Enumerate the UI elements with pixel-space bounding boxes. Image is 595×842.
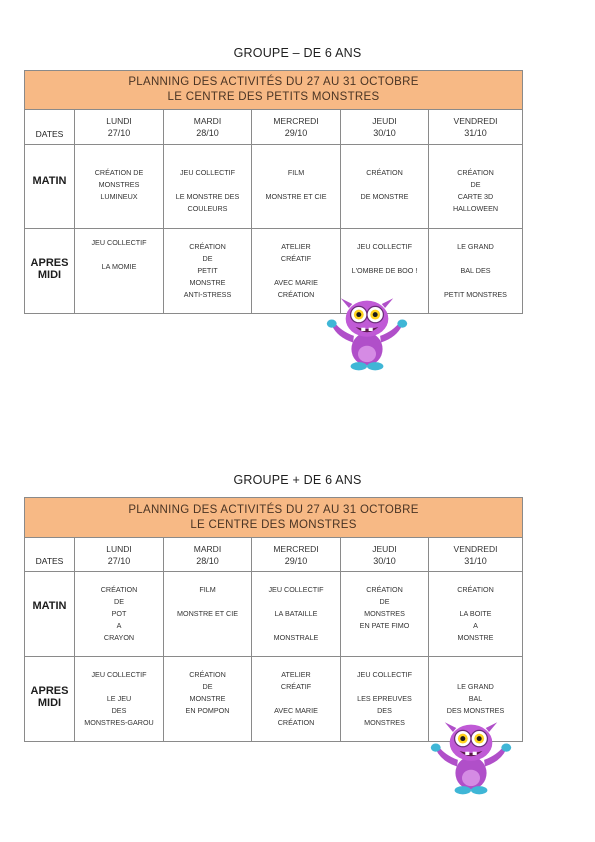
- activity-spacer: [341, 253, 428, 265]
- activity-line: CRÉATIF: [280, 254, 312, 263]
- activity-line: CRÉATION: [189, 242, 226, 251]
- activity-line: MONSTRES: [364, 718, 405, 727]
- activity-line: LE GRAND: [457, 682, 494, 691]
- activity-line: MONSTRE ET CIE: [265, 192, 327, 201]
- activity-line: EN POMPON: [185, 706, 230, 715]
- activity-line: DES: [111, 706, 127, 715]
- activity-spacer: [341, 681, 428, 693]
- activity-cell: [75, 145, 164, 229]
- activity-line: JEU COLLECTIF: [91, 238, 147, 247]
- apres-midi-row: [25, 229, 523, 314]
- day-header-monday: LUNDI 27/10: [75, 110, 164, 145]
- activity-cell: [252, 145, 341, 229]
- activity-line: LE MONSTRE DES: [175, 192, 240, 201]
- banner: [25, 71, 523, 110]
- activity-line: CRÉATION DE: [94, 168, 144, 177]
- activity-spacer: [429, 277, 522, 289]
- activity-cell: [429, 229, 523, 314]
- activity-line: CRÉATION: [100, 585, 138, 594]
- activity-spacer: [252, 596, 340, 608]
- activity-line: MONSTRES-GAROU: [84, 718, 154, 727]
- activity-line: A: [473, 621, 478, 630]
- activity-line: A: [116, 621, 122, 630]
- activity-line: DE: [202, 682, 213, 691]
- activity-line: LA MOMIE: [101, 262, 137, 271]
- activity-spacer: [164, 179, 251, 191]
- dates-label: DATES: [25, 110, 75, 145]
- activity-cell: [341, 657, 429, 742]
- activity-line: AVEC MARIE: [274, 706, 318, 715]
- activity-line: JEU COLLECTIF: [268, 585, 324, 594]
- activity-line: CRÉATION: [366, 168, 403, 177]
- activity-line: LA BOITE: [459, 609, 492, 618]
- activity-line: CRÉATION: [189, 670, 226, 679]
- activity-line: CRÉATION: [457, 585, 494, 594]
- activity-line: CRÉATION: [277, 290, 315, 299]
- day-header-wednesday: MERCREDI 29/10: [252, 538, 341, 572]
- activity-line: CRÉATION: [366, 585, 403, 594]
- activity-line: L'OMBRE DE BOO !: [351, 266, 418, 275]
- banner-line-2: LE CENTRE DES PETITS MONSTRES: [167, 91, 380, 103]
- activity-spacer: [164, 596, 251, 608]
- activity-line: JEU COLLECTIF: [179, 168, 236, 177]
- activity-line: ATELIER: [281, 242, 311, 251]
- activity-line: CRAYON: [103, 633, 135, 642]
- activity-cell: [164, 572, 252, 657]
- activity-line: HALLOWEEN: [452, 204, 499, 213]
- day-header-monday: LUNDI 27/10: [75, 538, 164, 572]
- activity-line: COULEURS: [187, 204, 228, 213]
- activity-cell: [164, 145, 252, 229]
- row-label-matin: MATIN: [25, 572, 75, 657]
- activity-spacer: [252, 179, 340, 191]
- activity-spacer: [429, 596, 522, 608]
- activity-cell: [75, 572, 164, 657]
- activity-line: LES EPREUVES: [357, 694, 412, 703]
- activity-line: DES MONSTRES: [446, 706, 505, 715]
- activity-line: CRÉATIF: [280, 682, 312, 691]
- activity-line: DE MONSTRE: [360, 192, 409, 201]
- activity-spacer: [252, 620, 340, 632]
- activity-line: AVEC MARIE: [274, 278, 318, 287]
- activity-line: DE: [202, 254, 213, 263]
- activity-line: MONSTRE: [189, 694, 226, 703]
- purple-monster-icon: [326, 290, 408, 372]
- activity-line: MONSTRE ET CIE: [177, 609, 238, 618]
- banner-line-1: PLANNING DES ACTIVITÉS DU 27 AU 31 OCTOBRE: [128, 76, 419, 88]
- purple-monster-icon: [430, 714, 512, 796]
- banner-line-2: LE CENTRE DES MONSTRES: [190, 518, 357, 531]
- activity-line: ATELIER: [281, 670, 311, 679]
- activity-cell: [252, 657, 341, 742]
- activity-line: LA BATAILLE: [274, 609, 318, 618]
- activity-cell: [341, 572, 429, 657]
- activity-spacer: [75, 681, 163, 693]
- activity-cell: [252, 572, 341, 657]
- activity-line: CRÉATION: [457, 168, 494, 177]
- activity-cell: [429, 145, 523, 229]
- activity-line: MONSTRE: [189, 278, 226, 287]
- activity-spacer: [429, 253, 522, 265]
- activity-line: MONSTRALE: [273, 633, 319, 642]
- activity-cell: [429, 572, 523, 657]
- activity-cell: [164, 657, 252, 742]
- activity-line: MONSTRE: [457, 633, 494, 642]
- activity-cell: [75, 657, 164, 742]
- activity-line: FILM: [199, 585, 216, 594]
- activity-line: JEU COLLECTIF: [356, 670, 413, 679]
- activity-cell: [75, 229, 164, 314]
- activity-line: BAL DES: [460, 266, 491, 275]
- activity-line: BAL: [468, 694, 483, 703]
- activity-spacer: [75, 249, 163, 261]
- activity-line: DES: [377, 706, 392, 715]
- activity-line: CARTE 3D: [457, 192, 494, 201]
- activity-line: LUMINEUX: [100, 192, 138, 201]
- day-header-friday: VENDREDI 31/10: [429, 538, 523, 572]
- planning-table-group-1: [24, 70, 523, 314]
- row-label-matin: MATIN: [25, 145, 75, 229]
- day-header-thursday: JEUDI 30/10: [341, 110, 429, 145]
- activity-line: MONSTRES: [364, 609, 405, 618]
- activity-line: FILM: [287, 168, 305, 177]
- row-label-apres-midi: APRES MIDI: [25, 229, 75, 314]
- activity-line: ANTI-STRESS: [183, 290, 232, 299]
- activity-spacer: [341, 179, 428, 191]
- day-header-tuesday: MARDI 28/10: [164, 110, 252, 145]
- day-header-tuesday: MARDI 28/10: [164, 538, 252, 572]
- activity-line: PETIT: [197, 266, 218, 275]
- group-1-title: GROUPE – DE 6 ANS: [233, 46, 362, 60]
- activity-cell: [341, 145, 429, 229]
- row-label-apres-midi: APRES MIDI: [25, 657, 75, 742]
- activity-line: DE: [470, 180, 481, 189]
- activity-line: LE GRAND: [457, 242, 494, 251]
- banner-line-1: PLANNING DES ACTIVITÉS DU 27 AU 31 OCTOBRE: [128, 503, 419, 516]
- planning-table-group-2: [24, 497, 523, 742]
- dates-label: DATES: [25, 538, 75, 572]
- activity-line: MONSTRES: [98, 180, 140, 189]
- day-header-wednesday: MERCREDI 29/10: [252, 110, 341, 145]
- matin-row: [25, 145, 523, 229]
- activity-line: PETIT MONSTRES: [444, 290, 507, 299]
- activity-line: CRÉATION: [277, 718, 315, 727]
- activity-line: EN PATE FIMO: [359, 621, 410, 630]
- activity-line: POT: [111, 609, 127, 618]
- day-header-friday: VENDREDI 31/10: [429, 110, 523, 145]
- banner: [25, 498, 523, 538]
- activity-spacer: [252, 265, 340, 277]
- activity-line: JEU COLLECTIF: [91, 670, 147, 679]
- activity-spacer: [252, 693, 340, 705]
- activity-line: LE JEU: [106, 694, 132, 703]
- matin-row: [25, 572, 523, 657]
- activity-line: DE: [379, 597, 390, 606]
- activity-line: JEU COLLECTIF: [356, 242, 413, 251]
- activity-cell: [164, 229, 252, 314]
- group-2-title: GROUPE + DE 6 ANS: [233, 473, 362, 487]
- day-header-thursday: JEUDI 30/10: [341, 538, 429, 572]
- activity-line: DE: [114, 597, 124, 606]
